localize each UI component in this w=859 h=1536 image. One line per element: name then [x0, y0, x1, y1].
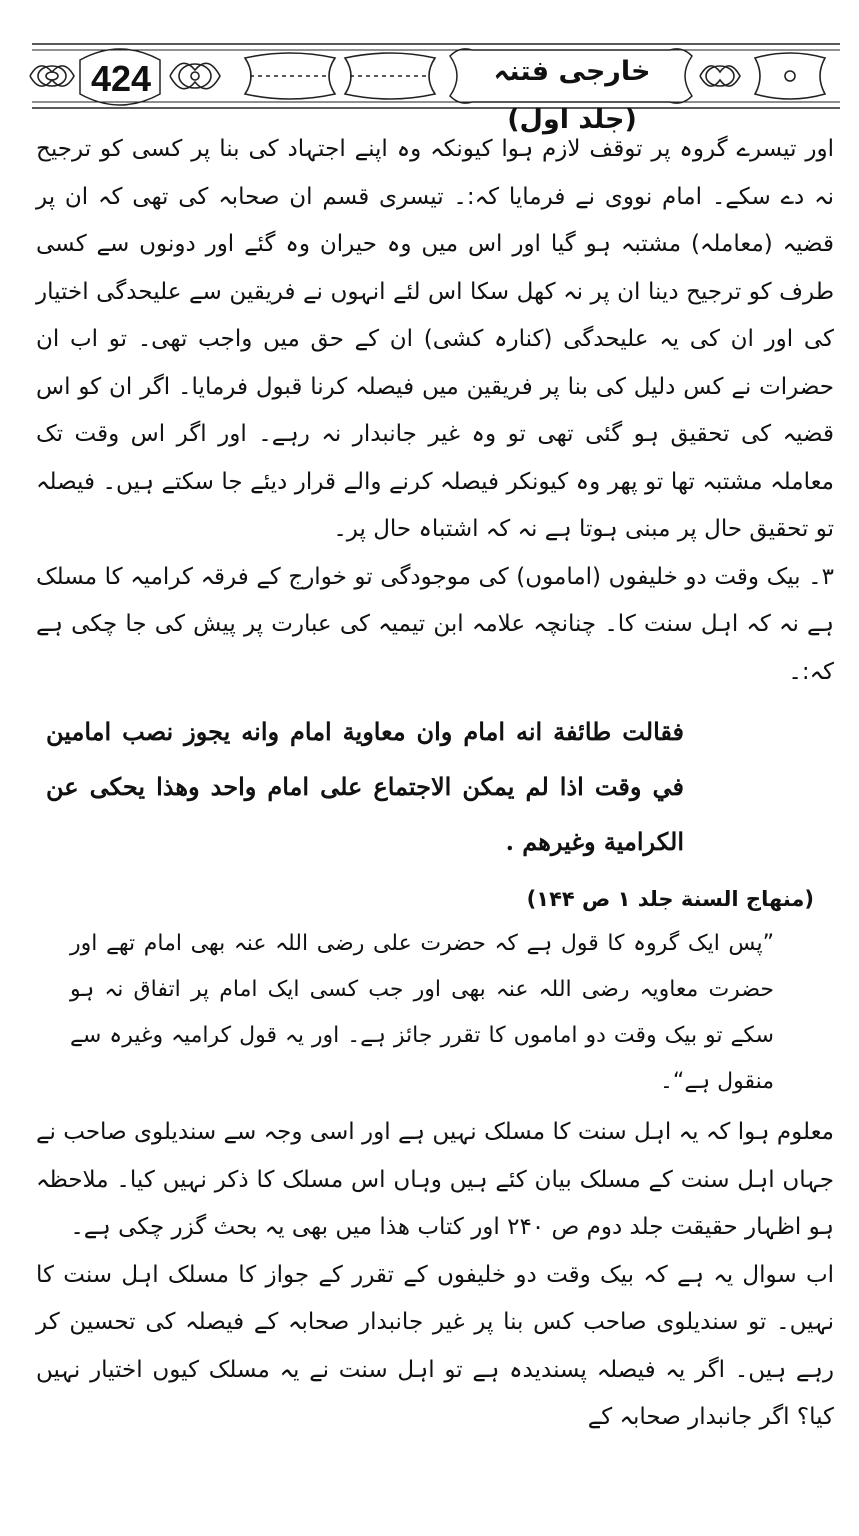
paragraph-2: ۳۔ بیک وقت دو خلیفوں (اماموں) کی موجودگی تو خوارج کے فرقہ کرامیہ کا مسلک ہے نہ کہ اہل سنت کا۔ چنانچہ علامہ ابن تیمیہ کی عبارت پر پیش کی جا چکی ہے کہ:۔ [36, 563, 834, 685]
right-flourish-icon [700, 53, 825, 99]
urdu-translation: ”پس ایک گروہ کا قول ہے کہ حضرت علی رضی اللہ عنہ بھی امام تھے اور حضرت معاویہ رضی اللہ عنہ بھی اور جب کسی ایک امام پر اتفاق نہ ہو سکے تو بیک وقت دو اماموں کا تقرر جائز ہے۔ اور یہ قول کرامیہ وغیرہ سے منقول ہے“۔ [70, 931, 774, 1094]
middle-flourish-icon [170, 53, 435, 99]
paragraph-4: اب سوال یہ ہے کہ بیک وقت دو خلیفوں کے تقرر کے جواز کا مسلک اہل سنت کا نہیں۔ تو سندیلوی صاحب کس بنا پر غیر جانبدار صحابہ کے فیصلہ کی تحسین کر رہے ہیں۔ اگر یہ فیصلہ پسندیدہ ہے تو اہل سنت نے یہ مسلک کیوں اختیار نہیں کیا؟ اگر جانبدار صحابہ کے [36, 1261, 834, 1430]
paragraph-1: اور تیسرے گروہ پر توقف لازم ہوا کیونکہ وہ اپنے اجتہاد کی بنا پر کسی کو ترجیح نہ دے سکے۔ امام نووی نے فرمایا کہ:۔ تیسری قسم ان صحابہ کی تھی کہ ان پر قضیہ (معاملہ) مشتبہ ہو گیا اور اس میں وہ حیران وہ گئے اور دونوں سے کسی طرف کو ترجیح دینا ان پر نہ کھل سکا اس لئے انہوں نے فریقین سے علیحدگی اختیار کی اور ان کی یہ علیحدگی (کنارہ کشی) ان کے حق میں واجب تھی۔ تو اب ان حضرات نے کس دلیل کی بنا پر فریقین میں فیصلہ کرنا قبول فرمایا۔ اگر ان کو اس قضیہ کی تحقیق ہو گئی تھی تو وہ غیر جانبدار نہ رہے۔ اور اگر اس وقت تک معاملہ مشتبہ تھا تو پھر وہ کیونکر فیصلہ کرنے والے قرار دیئے جا سکتے ہیں۔ فیصلہ تو تحقیق حال پر مبنی ہوتا ہے نہ کہ اشتباہ حال پر۔ [36, 136, 834, 542]
arabic-quotation: فقالت طائفة انه امام وان معاوية امام وانه يجوز نصب امامين في وقت اذا لم يمكن الاجتماع على امام واحد وهذا يحكى عن الكرامية وغيرهم . [46, 717, 684, 856]
left-flourish-icon [30, 66, 74, 86]
running-head-title: خارجی فتنہ (جلد اول) [493, 56, 651, 135]
page-header [0, 0, 859, 135]
page-body [36, 126, 834, 1442]
paragraph-3: معلوم ہوا کہ یہ اہل سنت کا مسلک نہیں ہے اور اسی وجہ سے سندیلوی صاحب نے جہاں اہل سنت کے مسلک بیان کئے ہیں وہاں اس مسلک کا ذکر نہیں کیا۔ ملاحظہ ہو اظہار حقیقت جلد دوم ص ۲۴۰ اور کتاب ھذا میں بھی یہ بحث گزر چکی ہے۔ [36, 1119, 834, 1240]
citation: (منهاج السنة جلد ۱ ص ۱۴۴) [526, 887, 814, 911]
page-number: 424 [90, 58, 152, 99]
